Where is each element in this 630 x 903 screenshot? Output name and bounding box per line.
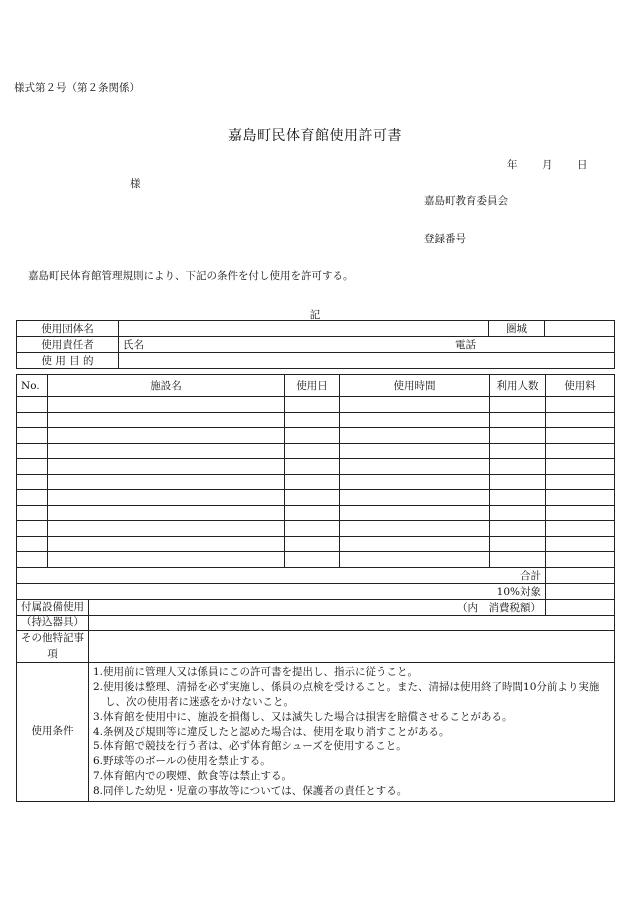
usage-cell[interactable]: [546, 443, 615, 459]
usage-row: [17, 474, 615, 490]
usage-cell[interactable]: [546, 397, 615, 413]
usage-row: [17, 443, 615, 459]
usage-cell[interactable]: [340, 536, 490, 552]
col-header-time: 使用時間: [340, 375, 490, 397]
col-header-people: 利用人数: [490, 375, 546, 397]
usage-cell[interactable]: [340, 428, 490, 444]
org-name-label: 使用団体名: [17, 321, 119, 337]
usage-row: [17, 536, 615, 552]
responsible-label: 使用責任者: [17, 337, 119, 353]
usage-cell[interactable]: [48, 552, 285, 568]
usage-cell[interactable]: [490, 521, 546, 537]
condition-item-1: 1.使用前に管理人又は係員にこの許可書を提出し、指示に従うこと。: [93, 665, 419, 678]
other-notes-row: [17, 631, 615, 662]
usage-cell[interactable]: [546, 552, 615, 568]
permission-statement: 嘉島町民体育館管理規則により、下記の条件を付し使用を許可する。: [28, 270, 354, 282]
usage-cell[interactable]: [490, 536, 546, 552]
usage-cell[interactable]: [285, 552, 340, 568]
usage-cell[interactable]: [285, 428, 340, 444]
col-header-fee: 使用料: [546, 375, 615, 397]
responsible-field[interactable]: [119, 337, 615, 353]
condition-item-3: 3.体育館を使用中に、施設を損傷し、又は滅失した場合は損害を賠償させることがある。: [93, 710, 513, 723]
condition-item-5: 5.体育館で競技を行う者は、必ず体育館シューズを使用すること。: [93, 740, 407, 753]
equipment-label: [17, 600, 89, 631]
usage-cell[interactable]: [285, 474, 340, 490]
ki-heading: 記: [309, 309, 321, 321]
facility-usage-table: [16, 374, 615, 616]
usage-cell[interactable]: [546, 459, 615, 475]
addressee-suffix: 様: [130, 178, 141, 190]
area-field[interactable]: [545, 321, 615, 337]
usage-cell[interactable]: [285, 536, 340, 552]
usage-cell[interactable]: [17, 552, 48, 568]
usage-cell[interactable]: [546, 490, 615, 506]
usage-cell[interactable]: [48, 521, 285, 537]
usage-cell[interactable]: [48, 428, 285, 444]
usage-cell[interactable]: [340, 397, 490, 413]
usage-taxable-row: [17, 583, 615, 599]
name-label: 氏名: [123, 339, 144, 351]
usage-cell[interactable]: [285, 505, 340, 521]
usage-cell[interactable]: [48, 490, 285, 506]
usage-cell[interactable]: [490, 490, 546, 506]
usage-cell[interactable]: [285, 521, 340, 537]
usage-cell[interactable]: [490, 397, 546, 413]
usage-cell[interactable]: [490, 443, 546, 459]
col-header-facility: 施設名: [48, 375, 285, 397]
total-label: 合計: [17, 567, 546, 583]
usage-cell[interactable]: [17, 521, 48, 537]
usage-row: [17, 412, 615, 428]
equipment-label-line1: 付属設備使用: [21, 601, 84, 613]
usage-cell[interactable]: [285, 397, 340, 413]
usage-total-row: [17, 567, 615, 583]
col-header-no: No.: [17, 375, 48, 397]
registration-number-label: 登録番号: [424, 233, 466, 245]
date-month-label: 月: [542, 159, 553, 171]
taxable-label: 10%対象: [17, 583, 546, 599]
usage-cell[interactable]: [17, 412, 48, 428]
purpose-row: [17, 353, 615, 369]
condition-item-2: 2.使用後は整理、清掃を必ず実施し、係員の点検を受けること。また、清掃は使用終了時間10分前より実施し、次の使用者に迷惑をかけないこと。: [93, 680, 600, 708]
usage-cell[interactable]: [17, 428, 48, 444]
equipment-row: [17, 600, 615, 631]
usage-cell[interactable]: [546, 412, 615, 428]
usage-cell[interactable]: [490, 428, 546, 444]
usage-row: [17, 505, 615, 521]
conditions-list: [89, 662, 615, 801]
usage-cell[interactable]: [17, 459, 48, 475]
usage-cell[interactable]: [48, 505, 285, 521]
date-year-label: 年: [507, 159, 518, 171]
usage-cell[interactable]: [17, 474, 48, 490]
usage-cell[interactable]: [546, 505, 615, 521]
usage-cell[interactable]: [490, 459, 546, 475]
usage-cell[interactable]: [48, 474, 285, 490]
usage-cell[interactable]: [17, 536, 48, 552]
org-name-field[interactable]: [119, 321, 489, 337]
usage-row: [17, 490, 615, 506]
usage-cell[interactable]: [340, 459, 490, 475]
condition-item-8: 8.同伴した幼児・児童の事故等については、保護者の責任とする。: [93, 785, 408, 798]
total-fee-field[interactable]: [546, 567, 615, 583]
usage-cell[interactable]: [340, 412, 490, 428]
document-title: 嘉島町民体育館使用許可書: [228, 128, 402, 144]
condition-item-6: 6.野球等のボールの使用を禁止する。: [93, 755, 271, 768]
usage-cell[interactable]: [340, 505, 490, 521]
usage-cell[interactable]: [48, 397, 285, 413]
responsible-row: [17, 337, 615, 353]
usage-cell[interactable]: [48, 536, 285, 552]
usage-cell[interactable]: [285, 412, 340, 428]
usage-row: [17, 397, 615, 413]
usage-cell[interactable]: [490, 474, 546, 490]
col-header-date: 使用日: [285, 375, 340, 397]
area-label: 圏城: [489, 321, 545, 337]
usage-row: [17, 428, 615, 444]
tax-label: （内 消費税額）: [17, 599, 546, 615]
usage-cell[interactable]: [546, 521, 615, 537]
purpose-field[interactable]: [119, 353, 615, 369]
usage-cell[interactable]: [17, 443, 48, 459]
equipment-field[interactable]: [89, 600, 615, 631]
usage-cell[interactable]: [48, 412, 285, 428]
date-day-label: 日: [577, 159, 588, 171]
usage-cell[interactable]: [17, 397, 48, 413]
other-notes-field[interactable]: [89, 631, 615, 662]
usage-cell[interactable]: [340, 490, 490, 506]
condition-item-4: 4.条例及び規則等に違反したと認めた場合は、使用を取り消すことがある。: [93, 725, 450, 738]
usage-cell[interactable]: [490, 505, 546, 521]
notes-table: [16, 599, 615, 802]
usage-cell[interactable]: [285, 443, 340, 459]
usage-cell[interactable]: [546, 474, 615, 490]
usage-cell[interactable]: [546, 428, 615, 444]
usage-row: [17, 459, 615, 475]
usage-header-row: [17, 375, 615, 397]
equipment-label-line2: （持込器具）: [21, 616, 84, 629]
conditions-row: [17, 662, 615, 801]
usage-row: [17, 552, 615, 568]
form-number-label: 様式第２号（第２条関係）: [14, 82, 140, 94]
usage-cell[interactable]: [490, 552, 546, 568]
condition-item-7: 7.体育館内での喫煙、飲食等は禁止する。: [93, 770, 293, 783]
usage-cell[interactable]: [17, 505, 48, 521]
phone-label: 電話: [455, 339, 476, 351]
other-notes-label: その他特記事項: [17, 631, 89, 662]
org-name-row: [17, 321, 615, 337]
conditions-label: 使用条件: [17, 662, 89, 801]
usage-row: [17, 521, 615, 537]
usage-cell[interactable]: [17, 490, 48, 506]
applicant-info-table: [16, 320, 615, 369]
usage-cell[interactable]: [48, 459, 285, 475]
usage-cell[interactable]: [340, 443, 490, 459]
taxable-fee-field[interactable]: [546, 583, 615, 599]
purpose-label: 使 用 目 的: [17, 353, 119, 369]
usage-cell[interactable]: [340, 521, 490, 537]
issuer-name: 嘉島町教育委員会: [424, 195, 508, 207]
usage-cell[interactable]: [546, 536, 615, 552]
usage-cell[interactable]: [340, 474, 490, 490]
usage-cell[interactable]: [285, 459, 340, 475]
usage-cell[interactable]: [490, 412, 546, 428]
usage-cell[interactable]: [340, 552, 490, 568]
usage-cell[interactable]: [48, 443, 285, 459]
usage-cell[interactable]: [285, 490, 340, 506]
